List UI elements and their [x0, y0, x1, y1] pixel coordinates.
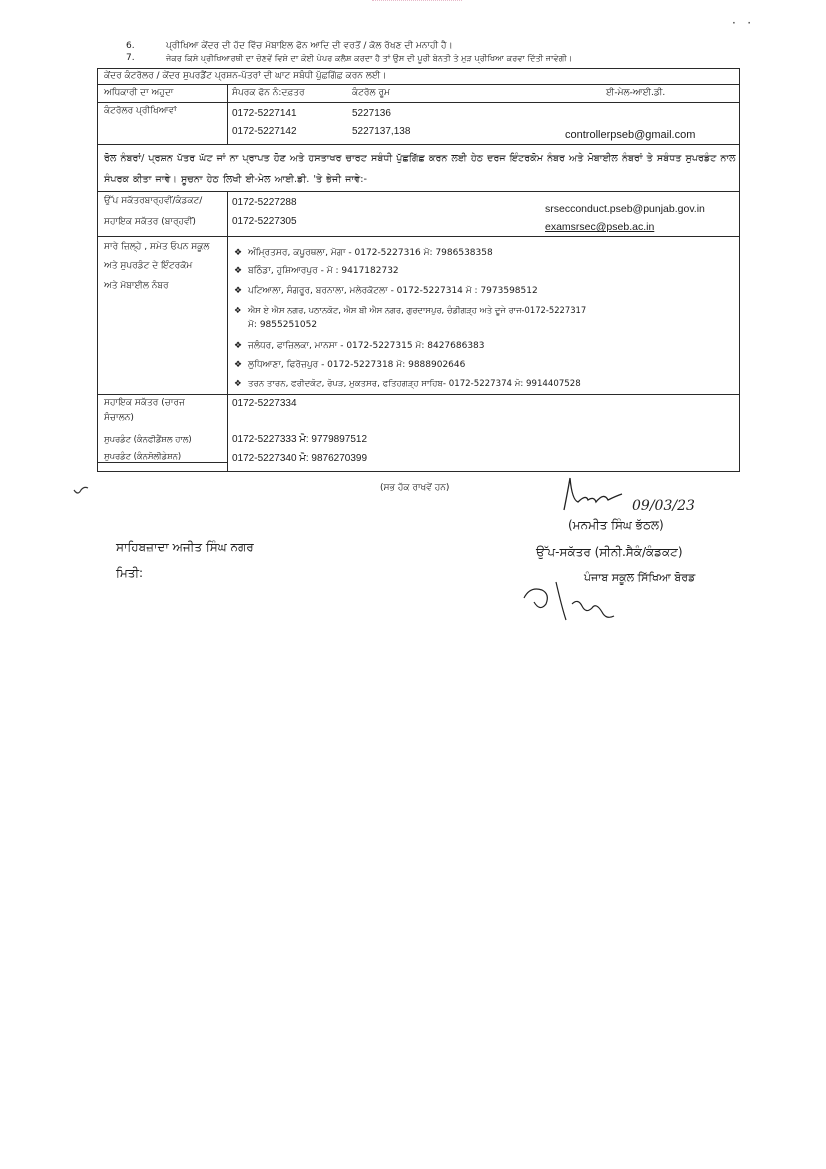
control-room-1: 5227136 [352, 108, 391, 119]
district-item-text: ਤਰਨ ਤਾਰਨ, ਫਰੀਦਕੋਟ, ਰੋਪੜ, ਮੁਕਤਸਰ, ਫਤਿਹਗੜ੍ਹ ਸਾਹਿਬ- 0172-5227374 ਮੋ: 9914407528 [248, 379, 581, 389]
initials-scribble [516, 568, 626, 630]
header-control-room: ਕੰਟਰੋਲ ਰੂਮ [352, 88, 390, 98]
district-label-3: ਅਤੇ ਮੋਬਾਈਲ ਨੰਬਰ [104, 281, 169, 291]
district-label-2: ਅਤੇ ਸੁਪਰਡੰਟ ਦੇ ਇੰਟਰਕੋਮ [104, 261, 193, 271]
district-item-text: ਐਸ ਏ ਐਸ ਨਗਰ, ਪਠਾਨਕੋਟ, ਐਸ ਬੀ ਐਸ ਨਗਰ, ਗੁਰਦਾਸਪੁਰ, ਚੰਡੀਗੜ੍ਹ ਅਤੇ ਦੂਜੇ ਰਾਜ-0172-5227317 [248, 305, 587, 315]
controller-phone-2: 0172-5227142 [232, 126, 297, 137]
confidential-hall-label: ਸੁਪਰਡੰਟ (ਕੰਨਫੀਡੈਂਸ਼ਲ ਹਾਲ) [104, 434, 192, 444]
district-item-text: ਲੁਧਿਆਣਾ, ਫਿਰੋਜ਼ਪੁਰ - 0172-5227318 ਮੋ: 9888902646 [248, 360, 466, 370]
district-label-1: ਸਾਰੇ ਜ਼ਿਲ੍ਹੇ , ਸਮੇਤ ਓਪਨ ਸਕੂਲ [104, 242, 210, 252]
signature-date: 09/03/23 [632, 498, 695, 514]
asst-secretary-phone: 0172-5227334 [232, 398, 297, 409]
consolidation-phone: 0172-5227340 ਮੋ: 9876270399 [232, 453, 368, 464]
bullet-icon: ❖ [234, 286, 243, 296]
deputy-email-2[interactable]: examsrsec@pseb.ac.in [545, 221, 655, 233]
margin-tick-mark [72, 484, 92, 498]
asst-secretary-label: ਸਹਾਇਕ ਸਕੱਤਰ (ਚਾਰਜ [104, 398, 185, 408]
enquiry-note: ਰੋਲ ਨੰਬਰਾਂ/ ਪ੍ਰਸ਼ਨ ਪੱਤਰ ਘੱਟ ਜਾਂ ਨਾ ਪ੍ਰਾਪਤ ਹੋਣ ਅਤੇ ਹਸਤਾਖਰ ਚਾਰਟ ਸਬੰਧੀ ਪੁੱਛਗਿੱਛ ਕਰਨ ਲਈ ਹੇਠ ਦਰਜ ਇੰਟਰਕੋਮ ਨੰਬਰ ਅਤੇ ਮੋਬਾਈਲ ਨੰਬਰਾਂ ਤੇ ਸਬੰਧਤ ਸੁਪਰਡੰਟ ਨਾਲ ਸੰਪਰਕ ਕੀਤਾ ਜਾਵੇ। ਸੂਚਨਾ ਹੇਠ ਲਿਖੀ ਈ-ਮੇਲ ਆਈ.ਡੀ. 'ਤੇ ਭੇਜੀ ਜਾਵੇ:- [104, 153, 736, 185]
consolidation-underline [97, 462, 227, 463]
district-item [234, 247, 493, 259]
place-name: ਸਾਹਿਬਜ਼ਾਦਾ ਅਜੀਤ ਸਿੰਘ ਨਗਰ [116, 540, 254, 554]
deputy-label-1: ਉੱਪ ਸਕੱਤਰਬਾਰ੍ਹਵੀਂ/ਕੰਡਕਟ/ [104, 196, 203, 206]
rights-reserved-text: (ਸਭ ਹੱਕ ਰਾਖਵੇਂ ਹਨ) [380, 483, 450, 493]
controller-email[interactable]: controllerpseb@gmail.com [565, 129, 696, 141]
bullet-icon: ❖ [234, 248, 243, 258]
header-officer: ਅਧਿਕਾਰੀ ਦਾ ਅਹੁਦਾ [104, 88, 174, 98]
note-6-text: ਪ੍ਰੀਖਿਆ ਕੇਂਦਰ ਦੀ ਹੱਦ ਵਿੱਚ ਮੋਬਾਇਲ ਫੋਨ ਆਦਿ ਦੀ ਵਰਤੋਂ / ਕੋਲ ਰੱਖਣ ਦੀ ਮਨਾਹੀ ਹੈ। [166, 41, 453, 51]
district-item [234, 304, 586, 316]
district-item-text: ਜਲੰਧਰ, ਫਾਜ਼ਿਲਕਾ, ਮਾਨਸਾ - 0172-5227315 ਮੋ: 8427686383 [248, 341, 485, 351]
district-item [234, 359, 465, 371]
consolidation-label: ਸੁਪਰਡੰਟ (ਕੰਨਸੋਲੀਡੇਸ਼ਨ) [104, 451, 182, 461]
signatory-name: (ਮਨਮੀਤ ਸਿੰਘ ਭੱਠਲ) [568, 518, 664, 532]
board-name: ਪੰਜਾਬ ਸਕੂਲ ਸਿੱਖਿਆ ਬੋਰਡ [584, 571, 696, 584]
district-item [234, 378, 581, 390]
controller-label: ਕੰਟਰੋਲਰ ਪ੍ਰੀਖਿਆਵਾਂ [104, 106, 177, 116]
scan-dots: · · [732, 16, 752, 30]
deputy-label-2: ਸਹਾਇਕ ਸਕੱਤਰ (ਬਾਰ੍ਹਵੀਂ) [104, 217, 196, 227]
confidential-hall-phone: 0172-5227333 ਮੋ: 9779897512 [232, 434, 368, 445]
bullet-icon: ❖ [234, 266, 243, 276]
header-phone-office: ਸੰਪਰਕ ਫੋਨ ਨੰ:ਦਫ਼ਤਰ [232, 88, 305, 98]
header-email: ਈ-ਮੇਲ-ਆਈ.ਡੀ. [606, 88, 666, 98]
district-item [234, 340, 485, 352]
district-item-text: ਪਟਿਆਲਾ, ਸੰਗਰੂਰ, ਬਰਨਾਲਾ, ਮਲੇਰਕੋਟਲਾ - 0172-5227314 ਮੋ : 7973598512 [248, 286, 538, 296]
deputy-phone-2: 0172-5227305 [232, 216, 297, 227]
district-item-text: ਅੰਮ੍ਰਿਤਸਰ, ਕਪੂਰਥਲਾ, ਮੋਗਾ - 0172-5227316 ਮੋ: 7986538358 [248, 248, 493, 258]
note-6-number: 6. [126, 41, 135, 51]
controller-phone-1: 0172-5227141 [232, 108, 297, 119]
district-item-text: ਬਠਿੰਡਾ, ਹੁਸ਼ਿਆਰਪੁਰ - ਮੋ : 9417182732 [248, 266, 399, 276]
date-label: ਮਿਤੀ: [116, 566, 144, 580]
bullet-icon: ❖ [234, 379, 242, 389]
district-item [234, 285, 538, 297]
district-item-continuation: ਮੋ: 9855251052 [248, 320, 318, 330]
deputy-phone-1: 0172-5227288 [232, 197, 297, 208]
signatory-designation: ਉੱਪ-ਸਕੱਤਰ (ਸੀਨੀ.ਸੈਕੰ/ਕੰਡਕਟ) [536, 545, 683, 559]
asst-secretary-label-2: ਸੰਚਾਲਨ) [104, 413, 134, 423]
bullet-icon: ❖ [234, 341, 243, 351]
table-caption: ਕੇਂਦਰ ਕੰਟਰੋਲਰ / ਕੇਂਦਰ ਸੁਪਰਡੈਂਟ ਪ੍ਰਸ਼ਨ-ਪੱਤਰਾਂ ਦੀ ਘਾਟ ਸਬੰਧੀ ਪੁੱਛਗਿੱਛ ਕਰਨ ਲਈ। [104, 71, 387, 81]
district-item [234, 265, 399, 277]
note-7-text: ਜੇਕਰ ਕਿਸੇ ਪ੍ਰੀਖਿਆਰਥੀ ਦਾ ਚੋਣਵੇਂ ਵਿਸ਼ੇ ਦਾ ਕੋਈ ਪੇਪਰ ਕਲੈਸ਼ ਕਰਦਾ ਹੈ ਤਾਂ ਉਸ ਦੀ ਪੂਰੀ ਬੇਨਤੀ ਤੇ ਮੁੜ ਪ੍ਰੀਖਿਆ ਕਰਵਾ ਦਿੱਤੀ ਜਾਵੇਗੀ। [166, 53, 573, 63]
control-room-2: 5227137,138 [352, 126, 411, 137]
bullet-icon: ❖ [234, 305, 242, 315]
note-7-number: 7. [126, 53, 135, 63]
scan-mark [372, 0, 462, 7]
deputy-email-1[interactable]: srsecconduct.pseb@punjab.gov.in [545, 203, 705, 215]
bullet-icon: ❖ [234, 360, 243, 370]
